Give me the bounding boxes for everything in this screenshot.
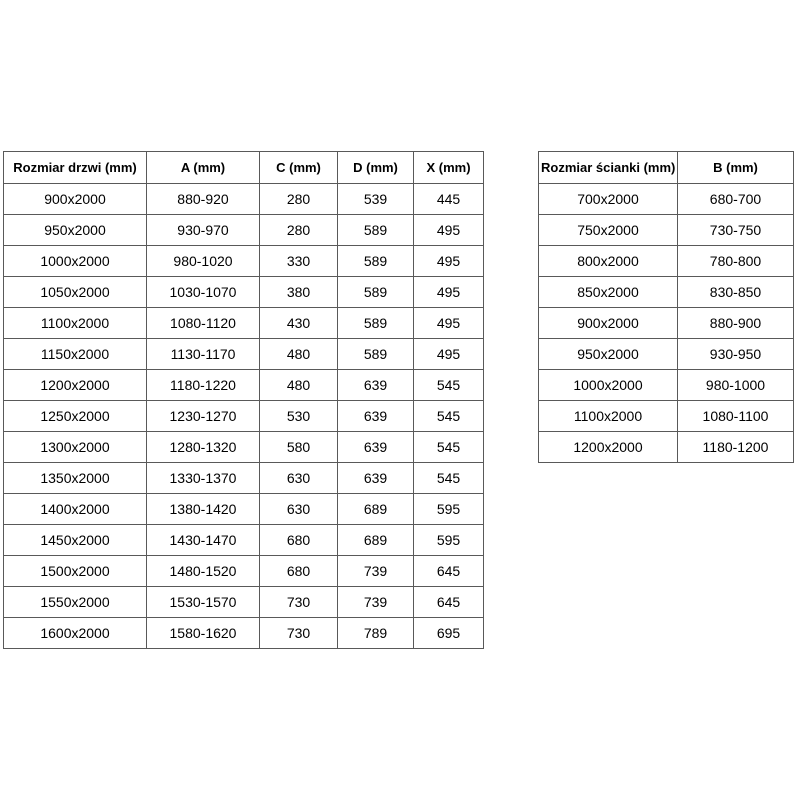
table-cell: 1100x2000 [4, 308, 147, 339]
table-cell: 1000x2000 [539, 370, 678, 401]
table-cell: 680-700 [678, 184, 794, 215]
table-cell: 1180-1220 [147, 370, 260, 401]
table-cell: 700x2000 [539, 184, 678, 215]
table-row [539, 184, 794, 215]
table-cell: 639 [338, 401, 414, 432]
table-cell: 645 [414, 587, 484, 618]
column-header: C (mm) [260, 152, 338, 184]
wall-size-table-body [539, 184, 794, 463]
table-cell: 480 [260, 339, 338, 370]
column-header: X (mm) [414, 152, 484, 184]
table-cell: 630 [260, 463, 338, 494]
header-row [4, 152, 484, 184]
table-cell: 1000x2000 [4, 246, 147, 277]
table-cell: 639 [338, 432, 414, 463]
table-cell: 1580-1620 [147, 618, 260, 649]
table-cell: 880-900 [678, 308, 794, 339]
table-cell: 495 [414, 339, 484, 370]
door-size-table-body [4, 184, 484, 649]
table-cell: 380 [260, 277, 338, 308]
table-cell: 430 [260, 308, 338, 339]
table-row [4, 184, 484, 215]
table-row [4, 215, 484, 246]
wall-size-table-head [539, 152, 794, 184]
door-size-table [3, 151, 484, 649]
table-cell: 689 [338, 525, 414, 556]
table-cell: 789 [338, 618, 414, 649]
table-cell: 980-1000 [678, 370, 794, 401]
column-header: D (mm) [338, 152, 414, 184]
table-cell: 1200x2000 [539, 432, 678, 463]
table-cell: 689 [338, 494, 414, 525]
table-cell: 580 [260, 432, 338, 463]
table-cell: 980-1020 [147, 246, 260, 277]
table-cell: 1500x2000 [4, 556, 147, 587]
table-cell: 480 [260, 370, 338, 401]
table-cell: 1230-1270 [147, 401, 260, 432]
table-cell: 589 [338, 308, 414, 339]
table-cell: 1300x2000 [4, 432, 147, 463]
door-size-table-head [4, 152, 484, 184]
table-cell: 900x2000 [539, 308, 678, 339]
table-row [4, 525, 484, 556]
table-row [4, 277, 484, 308]
table-cell: 539 [338, 184, 414, 215]
table-cell: 595 [414, 525, 484, 556]
table-cell: 800x2000 [539, 246, 678, 277]
table-cell: 1330-1370 [147, 463, 260, 494]
header-row [539, 152, 794, 184]
table-cell: 1380-1420 [147, 494, 260, 525]
table-row [4, 339, 484, 370]
table-cell: 495 [414, 246, 484, 277]
table-row [4, 432, 484, 463]
table-cell: 330 [260, 246, 338, 277]
table-cell: 730 [260, 618, 338, 649]
table-row [539, 246, 794, 277]
table-cell: 1080-1100 [678, 401, 794, 432]
table-cell: 850x2000 [539, 277, 678, 308]
table-cell: 780-800 [678, 246, 794, 277]
table-cell: 739 [338, 587, 414, 618]
table-cell: 280 [260, 184, 338, 215]
table-cell: 1080-1120 [147, 308, 260, 339]
table-cell: 730 [260, 587, 338, 618]
table-row [539, 401, 794, 432]
table-cell: 1600x2000 [4, 618, 147, 649]
table-row [539, 432, 794, 463]
table-row [539, 339, 794, 370]
table-cell: 1400x2000 [4, 494, 147, 525]
table-cell: 680 [260, 556, 338, 587]
table-cell: 1350x2000 [4, 463, 147, 494]
table-cell: 445 [414, 184, 484, 215]
column-header: Rozmiar ścianki (mm) [539, 152, 678, 184]
table-cell: 930-970 [147, 215, 260, 246]
table-row [539, 308, 794, 339]
column-header: B (mm) [678, 152, 794, 184]
table-cell: 880-920 [147, 184, 260, 215]
table-cell: 1200x2000 [4, 370, 147, 401]
table-cell: 1550x2000 [4, 587, 147, 618]
table-cell: 950x2000 [539, 339, 678, 370]
column-header: Rozmiar drzwi (mm) [4, 152, 147, 184]
table-cell: 739 [338, 556, 414, 587]
table-cell: 1280-1320 [147, 432, 260, 463]
table-cell: 495 [414, 308, 484, 339]
table-row [4, 587, 484, 618]
table-cell: 1150x2000 [4, 339, 147, 370]
table-cell: 495 [414, 215, 484, 246]
table-cell: 1430-1470 [147, 525, 260, 556]
table-cell: 589 [338, 215, 414, 246]
table-cell: 589 [338, 339, 414, 370]
table-cell: 1030-1070 [147, 277, 260, 308]
table-cell: 639 [338, 370, 414, 401]
wall-size-table [538, 151, 794, 463]
table-cell: 1450x2000 [4, 525, 147, 556]
table-cell: 730-750 [678, 215, 794, 246]
table-cell: 950x2000 [4, 215, 147, 246]
table-cell: 280 [260, 215, 338, 246]
column-header: A (mm) [147, 152, 260, 184]
table-cell: 639 [338, 463, 414, 494]
table-cell: 545 [414, 370, 484, 401]
table-cell: 589 [338, 246, 414, 277]
table-cell: 750x2000 [539, 215, 678, 246]
table-cell: 830-850 [678, 277, 794, 308]
table-cell: 495 [414, 277, 484, 308]
table-cell: 1250x2000 [4, 401, 147, 432]
table-cell: 595 [414, 494, 484, 525]
table-cell: 589 [338, 277, 414, 308]
table-row [4, 308, 484, 339]
table-cell: 1130-1170 [147, 339, 260, 370]
table-row [4, 401, 484, 432]
table-cell: 1180-1200 [678, 432, 794, 463]
table-cell: 545 [414, 432, 484, 463]
table-cell: 695 [414, 618, 484, 649]
table-cell: 680 [260, 525, 338, 556]
table-cell: 645 [414, 556, 484, 587]
table-cell: 530 [260, 401, 338, 432]
table-row [4, 370, 484, 401]
table-cell: 545 [414, 463, 484, 494]
table-row [539, 370, 794, 401]
table-row [4, 556, 484, 587]
table-cell: 1480-1520 [147, 556, 260, 587]
table-row [4, 494, 484, 525]
table-cell: 545 [414, 401, 484, 432]
table-row [4, 463, 484, 494]
table-row [539, 215, 794, 246]
table-cell: 900x2000 [4, 184, 147, 215]
table-cell: 1100x2000 [539, 401, 678, 432]
table-cell: 1050x2000 [4, 277, 147, 308]
table-row [4, 246, 484, 277]
table-cell: 930-950 [678, 339, 794, 370]
table-cell: 1530-1570 [147, 587, 260, 618]
table-row [4, 618, 484, 649]
table-cell: 630 [260, 494, 338, 525]
table-row [539, 277, 794, 308]
